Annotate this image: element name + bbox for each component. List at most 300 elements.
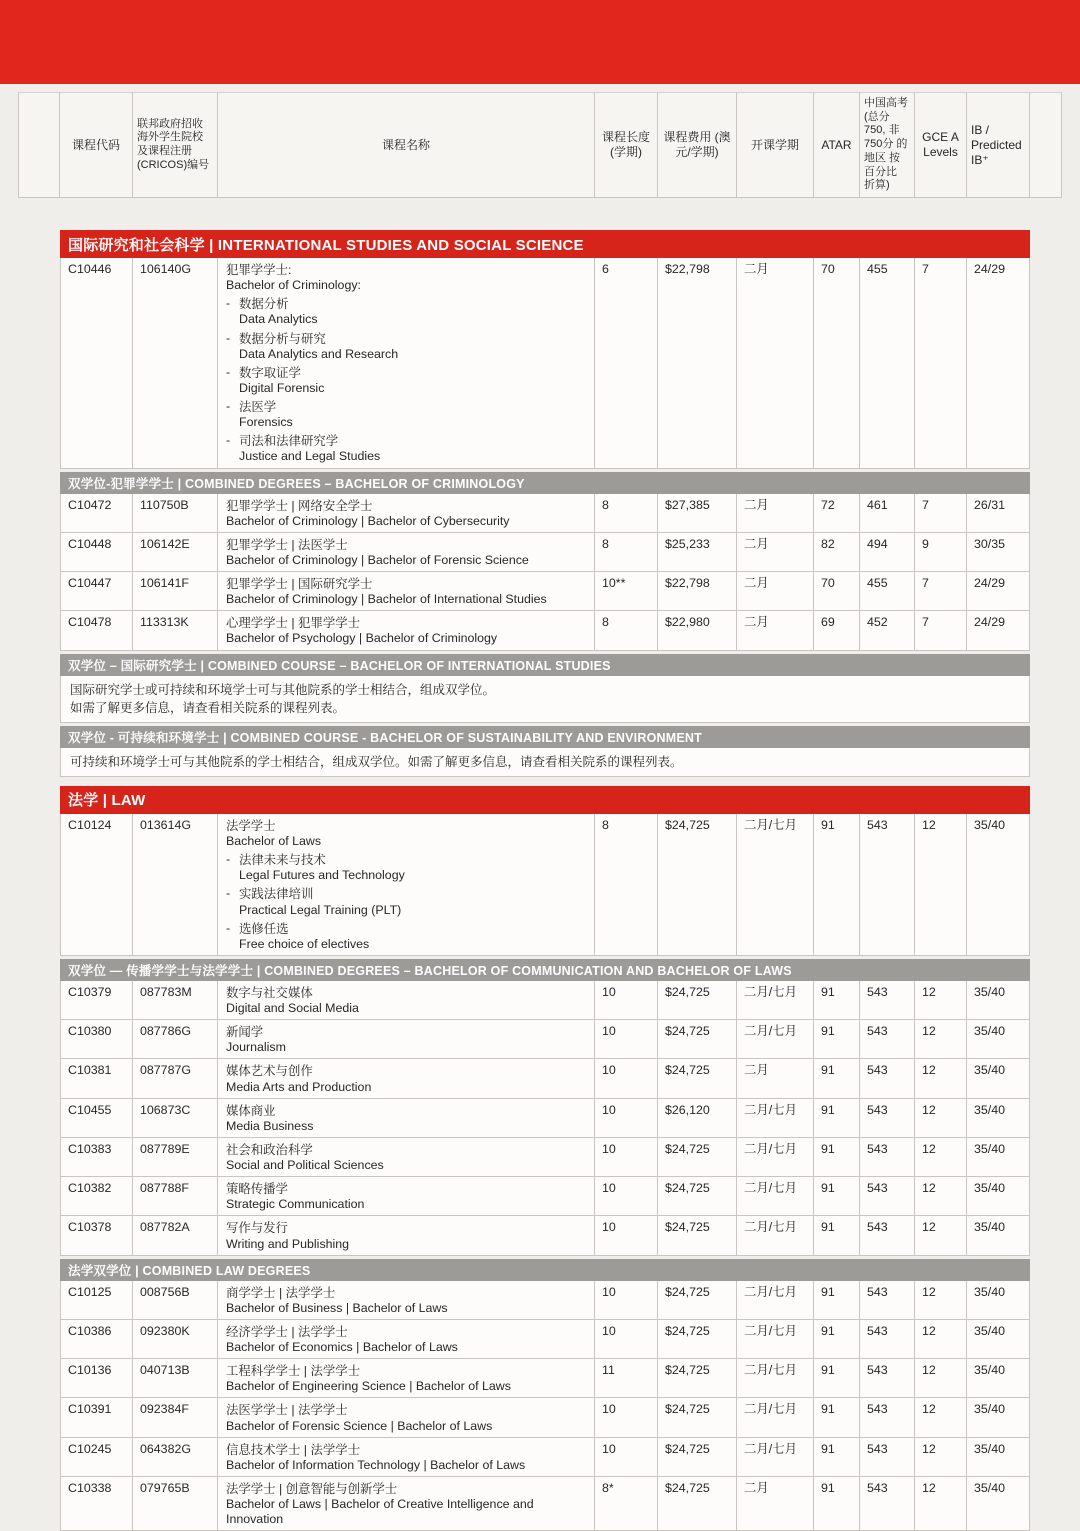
major-zh: 法医学	[239, 400, 277, 414]
cricos-cell: 087789E	[133, 1138, 218, 1177]
length-cell: 10	[595, 1281, 658, 1320]
cricos-cell: 087787G	[133, 1059, 218, 1098]
gce-cell: 12	[915, 1320, 967, 1359]
course-name-cell	[218, 533, 595, 572]
cricos-cell: 106142E	[133, 533, 218, 572]
fee-cell: $24,725	[658, 1138, 737, 1177]
fee-cell: $24,725	[658, 1020, 737, 1059]
cricos-cell: 087788F	[133, 1177, 218, 1216]
ib-cell: 35/40	[967, 1177, 1030, 1216]
gce-cell: 12	[915, 1099, 967, 1138]
fee-cell: $24,725	[658, 814, 737, 956]
course-rows	[60, 1281, 1030, 1531]
intake-cell: 二月/七月	[737, 1020, 814, 1059]
course-name-cell	[218, 1477, 595, 1531]
major-en: Data Analytics and Research	[239, 346, 399, 361]
gce-cell: 12	[915, 1177, 967, 1216]
atar-cell: 70	[814, 572, 860, 611]
atar-cell: 91	[814, 1216, 860, 1255]
course-row	[60, 814, 1030, 956]
intake-cell: 二月/七月	[737, 1281, 814, 1320]
course-code-cell: C10383	[60, 1138, 133, 1177]
major-en: Forensics	[239, 415, 293, 430]
intake-cell: 二月/七月	[737, 1177, 814, 1216]
course-name-zh: 新闻学	[226, 1025, 264, 1040]
course-rows	[60, 981, 1030, 1256]
gce-cell: 12	[915, 1398, 967, 1437]
ib-cell: 35/40	[967, 1020, 1030, 1059]
gaokao-cell: 543	[860, 1438, 915, 1477]
course-name-zh: 媒体商业	[226, 1103, 276, 1118]
intake-cell: 二月/七月	[737, 1099, 814, 1138]
course-row	[60, 611, 1030, 650]
course-name-cell	[218, 1099, 595, 1138]
gce-cell: 12	[915, 1359, 967, 1398]
course-name-cell	[218, 1398, 595, 1437]
course-name-cell	[218, 1059, 595, 1098]
major-text	[239, 365, 589, 396]
fee-cell: $24,725	[658, 1359, 737, 1398]
major-bullet	[226, 399, 589, 430]
cricos-cell: 079765B	[133, 1477, 218, 1531]
header-course-fee: 课程费用 (澳元/学期)	[658, 92, 737, 198]
top-red-banner	[0, 0, 1080, 84]
gce-cell: 12	[915, 1138, 967, 1177]
course-code-cell: C10386	[60, 1320, 133, 1359]
course-name-cell	[218, 814, 595, 956]
course-name-zh: 犯罪学学士 | 法医学士	[226, 537, 348, 552]
cricos-cell: 106140G	[133, 258, 218, 469]
fee-cell: $24,725	[658, 1216, 737, 1255]
major-text	[239, 399, 589, 430]
course-name-zh: 数字与社交媒体	[226, 985, 313, 1000]
course-row	[60, 1438, 1030, 1477]
intake-cell: 二月	[737, 572, 814, 611]
course-name-en: Bachelor of Forensic Science | Bachelor of Laws	[226, 1418, 493, 1433]
course-name-en: Digital and Social Media	[226, 1001, 359, 1015]
major-bullet	[226, 296, 589, 327]
cricos-cell: 106141F	[133, 572, 218, 611]
course-code-cell: C10446	[60, 258, 133, 469]
ib-cell: 35/40	[967, 1138, 1030, 1177]
cricos-cell: 087783M	[133, 981, 218, 1020]
fee-cell: $22,798	[658, 572, 737, 611]
atar-cell: 91	[814, 1099, 860, 1138]
length-cell: 8	[595, 494, 658, 533]
gce-cell: 12	[915, 1020, 967, 1059]
gaokao-cell: 543	[860, 1477, 915, 1531]
course-name-en: Bachelor of Psychology | Bachelor of Criminology	[226, 631, 498, 646]
atar-cell: 91	[814, 1398, 860, 1437]
length-cell: 10**	[595, 572, 658, 611]
course-row	[60, 1477, 1030, 1531]
fee-cell: $26,120	[658, 1099, 737, 1138]
cricos-cell: 064382G	[133, 1438, 218, 1477]
cricos-cell: 087786G	[133, 1020, 218, 1059]
major-text	[239, 852, 589, 883]
major-zh: 数据分析与研究	[239, 331, 326, 346]
course-code-cell: C10478	[60, 611, 133, 650]
course-name-en: Journalism	[226, 1040, 286, 1055]
course-name-zh: 心理学学士 | 犯罪学学士	[226, 616, 361, 631]
note-row	[60, 748, 1030, 777]
cricos-cell: 092380K	[133, 1320, 218, 1359]
course-name-en: Bachelor of Criminology:	[226, 278, 361, 293]
length-cell: 8*	[595, 1477, 658, 1531]
course-name-zh: 媒体艺术与创作	[226, 1064, 313, 1079]
course-name-cell	[218, 1138, 595, 1177]
atar-cell: 91	[814, 1477, 860, 1531]
course-row	[60, 1099, 1030, 1138]
intake-cell: 二月/七月	[737, 1216, 814, 1255]
fee-cell: $24,725	[658, 1477, 737, 1531]
course-row	[60, 981, 1030, 1020]
header-cell-empty-lead	[18, 92, 60, 198]
cricos-cell: 013614G	[133, 814, 218, 956]
course-name-zh: 社会和政治科学	[226, 1142, 313, 1157]
gaokao-cell: 455	[860, 258, 915, 469]
course-name-zh: 策略传播学	[226, 1182, 288, 1197]
gaokao-cell: 455	[860, 572, 915, 611]
course-name-en: Media Arts and Production	[226, 1079, 372, 1094]
fee-cell: $24,725	[658, 1177, 737, 1216]
cricos-cell: 092384F	[133, 1398, 218, 1437]
course-rows	[60, 814, 1030, 956]
subsection-header: 双学位-犯罪学学士 | COMBINED DEGREES – BACHELOR OF CRIMINOLOGY	[60, 472, 1030, 494]
length-cell: 8	[595, 533, 658, 572]
length-cell: 10	[595, 1099, 658, 1138]
length-cell: 8	[595, 611, 658, 650]
course-row	[60, 533, 1030, 572]
fee-cell: $24,725	[658, 1281, 737, 1320]
gce-cell: 12	[915, 1438, 967, 1477]
atar-cell: 91	[814, 1320, 860, 1359]
major-bullet	[226, 852, 589, 883]
length-cell: 6	[595, 258, 658, 469]
course-name-en: Bachelor of Criminology | Bachelor of Forensic Science	[226, 552, 529, 567]
fee-cell: $27,385	[658, 494, 737, 533]
course-code-cell: C10379	[60, 981, 133, 1020]
note-text: 国际研究学士或可持续和环境学士可与其他院系的学士相结合，组成双学位。	[70, 682, 496, 697]
atar-cell: 70	[814, 258, 860, 469]
course-row	[60, 1320, 1030, 1359]
intake-cell: 二月/七月	[737, 981, 814, 1020]
subsection-header: 双学位 — 传播学学士与法学学士 | COMBINED DEGREES – BACHELOR OF COMMUNICATION AND BACHELOR OF LAWS	[60, 959, 1030, 981]
intake-cell: 二月/七月	[737, 1438, 814, 1477]
gce-cell: 12	[915, 1477, 967, 1531]
ib-cell: 35/40	[967, 1216, 1030, 1255]
bullet-dash: -	[226, 886, 231, 901]
note-text: 可持续和环境学士可与其他院系的学士相结合，组成双学位。如需了解更多信息，请查看相关院系的课程列表。	[70, 754, 683, 769]
course-name-en: Strategic Communication	[226, 1197, 365, 1212]
course-row	[60, 1359, 1030, 1398]
ib-cell: 24/29	[967, 572, 1030, 611]
course-row	[60, 1138, 1030, 1177]
major-zh: 司法和法律研究学	[239, 434, 339, 449]
course-rows	[60, 494, 1030, 651]
atar-cell: 82	[814, 533, 860, 572]
course-name-zh: 法医学学士 | 法学学士	[226, 1403, 348, 1418]
course-name-zh: 犯罪学学士 | 网络安全学士	[226, 498, 373, 513]
major-en: Practical Legal Training (PLT)	[239, 902, 402, 917]
course-code-cell: C10381	[60, 1059, 133, 1098]
course-name-zh: 工程科学学士 | 法学学士	[226, 1364, 361, 1379]
bullet-dash: -	[226, 399, 231, 413]
intake-cell: 二月	[737, 611, 814, 650]
cricos-cell: 106873C	[133, 1099, 218, 1138]
course-name-en: Bachelor of Criminology | Bachelor of International Studies	[226, 592, 547, 607]
gce-cell: 7	[915, 258, 967, 469]
ib-cell: 35/40	[967, 1359, 1030, 1398]
length-cell: 10	[595, 1138, 658, 1177]
course-row	[60, 1216, 1030, 1255]
major-zh: 数字取证学	[239, 365, 301, 380]
major-zh: 选修任选	[239, 921, 289, 936]
course-row	[60, 1020, 1030, 1059]
major-text	[239, 296, 589, 327]
course-row	[60, 1059, 1030, 1098]
atar-cell: 91	[814, 814, 860, 956]
length-cell: 10	[595, 1177, 658, 1216]
gce-cell: 12	[915, 1059, 967, 1098]
major-bullet	[226, 886, 589, 917]
length-cell: 11	[595, 1359, 658, 1398]
gaokao-cell: 543	[860, 1138, 915, 1177]
header-cricos: 联邦政府招收海外学生院校及课程注册(CRICOS)编号	[133, 92, 218, 198]
course-code-cell: C10391	[60, 1398, 133, 1437]
course-name-zh: 法学学士	[226, 818, 276, 833]
gce-cell: 9	[915, 533, 967, 572]
fee-cell: $24,725	[658, 1398, 737, 1437]
atar-cell: 69	[814, 611, 860, 650]
course-code-cell: C10380	[60, 1020, 133, 1059]
course-code-cell: C10378	[60, 1216, 133, 1255]
course-code-cell: C10338	[60, 1477, 133, 1531]
intake-cell: 二月/七月	[737, 1359, 814, 1398]
bullet-dash: -	[226, 920, 231, 935]
course-name-cell	[218, 1177, 595, 1216]
intake-cell: 二月	[737, 494, 814, 533]
intake-cell: 二月/七月	[737, 1138, 814, 1177]
course-name-en: Writing and Publishing	[226, 1236, 350, 1251]
course-code-cell: C10448	[60, 533, 133, 572]
major-en: Justice and Legal Studies	[239, 449, 381, 464]
bullet-dash: -	[226, 330, 231, 345]
course-name-cell	[218, 258, 595, 469]
gaokao-cell: 543	[860, 1099, 915, 1138]
course-name-cell	[218, 1320, 595, 1359]
major-text	[239, 331, 589, 362]
gaokao-cell: 543	[860, 1398, 915, 1437]
gaokao-cell: 543	[860, 814, 915, 956]
course-name-cell	[218, 981, 595, 1020]
major-zh: 法律未来与技术	[239, 853, 326, 868]
section-header: 法学 | LAW	[60, 786, 1030, 814]
header-ib: IB / Predicted IB⁺	[967, 92, 1030, 198]
fee-cell: $24,725	[658, 1438, 737, 1477]
cricos-cell: 113313K	[133, 611, 218, 650]
fee-cell: $24,725	[658, 1320, 737, 1359]
gaokao-cell: 543	[860, 1216, 915, 1255]
ib-cell: 35/40	[967, 1320, 1030, 1359]
atar-cell: 91	[814, 1438, 860, 1477]
course-name-cell	[218, 494, 595, 533]
atar-cell: 91	[814, 1281, 860, 1320]
intake-cell: 二月	[737, 258, 814, 469]
ib-cell: 35/40	[967, 1059, 1030, 1098]
header-course-name: 课程名称	[218, 92, 595, 198]
atar-cell: 91	[814, 1177, 860, 1216]
length-cell: 10	[595, 1398, 658, 1437]
ib-cell: 35/40	[967, 1477, 1030, 1531]
length-cell: 8	[595, 814, 658, 956]
course-row	[60, 258, 1030, 469]
atar-cell: 91	[814, 1059, 860, 1098]
course-name-en: Bachelor of Laws	[226, 834, 322, 848]
bullet-dash: -	[226, 364, 231, 379]
ib-cell: 35/40	[967, 1398, 1030, 1437]
major-zh: 数据分析	[239, 297, 289, 312]
header-gaokao: 中国高考 (总分750, 非750分 的地区 按百分比 折算)	[860, 92, 915, 198]
intake-cell: 二月/七月	[737, 1398, 814, 1437]
gce-cell: 12	[915, 1216, 967, 1255]
section-header: 国际研究和社会科学 | INTERNATIONAL STUDIES AND SOCIAL SCIENCE	[60, 230, 1030, 258]
course-name-zh: 信息技术学士 | 法学学士	[226, 1442, 361, 1457]
course-row	[60, 1281, 1030, 1320]
course-name-en: Bachelor of Economics | Bachelor of Laws	[226, 1340, 458, 1354]
course-name-cell	[218, 611, 595, 650]
gaokao-cell: 543	[860, 1320, 915, 1359]
gaokao-cell: 543	[860, 1281, 915, 1320]
course-name-en: Bachelor of Engineering Science | Bachelor of Laws	[226, 1379, 511, 1394]
fee-cell: $24,725	[658, 1059, 737, 1098]
major-en: Free choice of electives	[239, 936, 370, 951]
course-code-cell: C10125	[60, 1281, 133, 1320]
header-course-code: 课程代码	[60, 92, 133, 198]
bullet-dash: -	[226, 852, 231, 867]
course-name-cell	[218, 1359, 595, 1398]
course-name-cell	[218, 572, 595, 611]
course-code-cell: C10245	[60, 1438, 133, 1477]
major-en: Legal Futures and Technology	[239, 868, 405, 883]
ib-cell: 35/40	[967, 981, 1030, 1020]
length-cell: 10	[595, 1320, 658, 1359]
major-bullet	[226, 331, 589, 362]
header-intake: 开课学期	[737, 92, 814, 198]
course-name-cell	[218, 1020, 595, 1059]
cricos-cell: 040713B	[133, 1359, 218, 1398]
course-name-zh: 写作与发行	[226, 1221, 288, 1236]
gaokao-cell: 543	[860, 1359, 915, 1398]
header-course-length: 课程长度 (学期)	[595, 92, 658, 198]
fee-cell: $22,980	[658, 611, 737, 650]
subsection-header: 双学位 – 国际研究学士 | COMBINED COURSE – BACHELOR OF INTERNATIONAL STUDIES	[60, 654, 1030, 676]
course-name-zh: 经济学学士 | 法学学士	[226, 1324, 348, 1339]
course-name-en: Social and Political Sciences	[226, 1158, 384, 1172]
course-name-en: Bachelor of Criminology | Bachelor of Cybersecurity	[226, 513, 510, 528]
ib-cell: 35/40	[967, 1438, 1030, 1477]
gce-cell: 12	[915, 1281, 967, 1320]
ib-cell: 35/40	[967, 814, 1030, 956]
atar-cell: 91	[814, 981, 860, 1020]
intake-cell: 二月/七月	[737, 814, 814, 956]
course-code-cell: C10455	[60, 1099, 133, 1138]
course-name-en: Bachelor of Business | Bachelor of Laws	[226, 1300, 448, 1315]
intake-cell: 二月/七月	[737, 1320, 814, 1359]
intake-cell: 二月	[737, 1477, 814, 1531]
subsection-header: 双学位 - 可持续和环境学士 | COMBINED COURSE - BACHELOR OF SUSTAINABILITY AND ENVIRONMENT	[60, 726, 1030, 748]
course-code-cell: C10472	[60, 494, 133, 533]
course-name-cell	[218, 1216, 595, 1255]
course-row	[60, 1398, 1030, 1437]
length-cell: 10	[595, 1216, 658, 1255]
atar-cell: 91	[814, 1138, 860, 1177]
gaokao-cell: 543	[860, 1177, 915, 1216]
course-rows	[60, 258, 1030, 469]
bullet-dash: -	[226, 433, 231, 448]
course-name-en: Bachelor of Laws | Bachelor of Creative Intelligence and Innovation	[226, 1497, 534, 1527]
fee-cell: $25,233	[658, 533, 737, 572]
ib-cell: 26/31	[967, 494, 1030, 533]
header-gce-a-levels: GCE A Levels	[915, 92, 967, 198]
note-text: 如需了解更多信息，请查看相关院系的课程列表。	[70, 700, 346, 715]
major-zh: 实践法律培训	[239, 887, 314, 902]
major-text	[239, 886, 589, 917]
course-name-zh: 法学学士 | 创意智能与创新学士	[226, 1481, 398, 1496]
ib-cell: 24/29	[967, 258, 1030, 469]
major-text	[239, 433, 589, 464]
gce-cell: 7	[915, 611, 967, 650]
cricos-cell: 008756B	[133, 1281, 218, 1320]
length-cell: 10	[595, 1059, 658, 1098]
major-bullet	[226, 921, 589, 952]
major-bullet	[226, 433, 589, 464]
atar-cell: 72	[814, 494, 860, 533]
gce-cell: 12	[915, 981, 967, 1020]
subsection-header: 法学双学位 | COMBINED LAW DEGREES	[60, 1259, 1030, 1281]
major-text	[239, 921, 589, 952]
gce-cell: 12	[915, 814, 967, 956]
course-code-cell: C10447	[60, 572, 133, 611]
course-name-zh: 犯罪学学士:	[226, 263, 292, 277]
gaokao-cell: 452	[860, 611, 915, 650]
ib-cell: 35/40	[967, 1099, 1030, 1138]
course-code-cell: C10136	[60, 1359, 133, 1398]
major-bullet	[226, 365, 589, 396]
major-en: Digital Forensic	[239, 380, 325, 395]
ib-cell: 24/29	[967, 611, 1030, 650]
ib-cell: 30/35	[967, 533, 1030, 572]
course-name-zh: 犯罪学学士 | 国际研究学士	[226, 577, 373, 591]
atar-cell: 91	[814, 1359, 860, 1398]
course-name-zh: 商学学士 | 法学学士	[226, 1285, 336, 1300]
course-name-cell	[218, 1281, 595, 1320]
intake-cell: 二月	[737, 533, 814, 572]
course-table	[60, 230, 1030, 1531]
table-header-row	[18, 92, 1062, 198]
intake-cell: 二月	[737, 1059, 814, 1098]
gce-cell: 7	[915, 572, 967, 611]
note-row	[60, 676, 1030, 723]
header-cell-empty-trail	[1030, 92, 1062, 198]
cricos-cell: 110750B	[133, 494, 218, 533]
course-name-cell	[218, 1438, 595, 1477]
course-code-cell: C10382	[60, 1177, 133, 1216]
course-name-en: Media Business	[226, 1118, 314, 1133]
gce-cell: 7	[915, 494, 967, 533]
atar-cell: 91	[814, 1020, 860, 1059]
fee-cell: $22,798	[658, 258, 737, 469]
